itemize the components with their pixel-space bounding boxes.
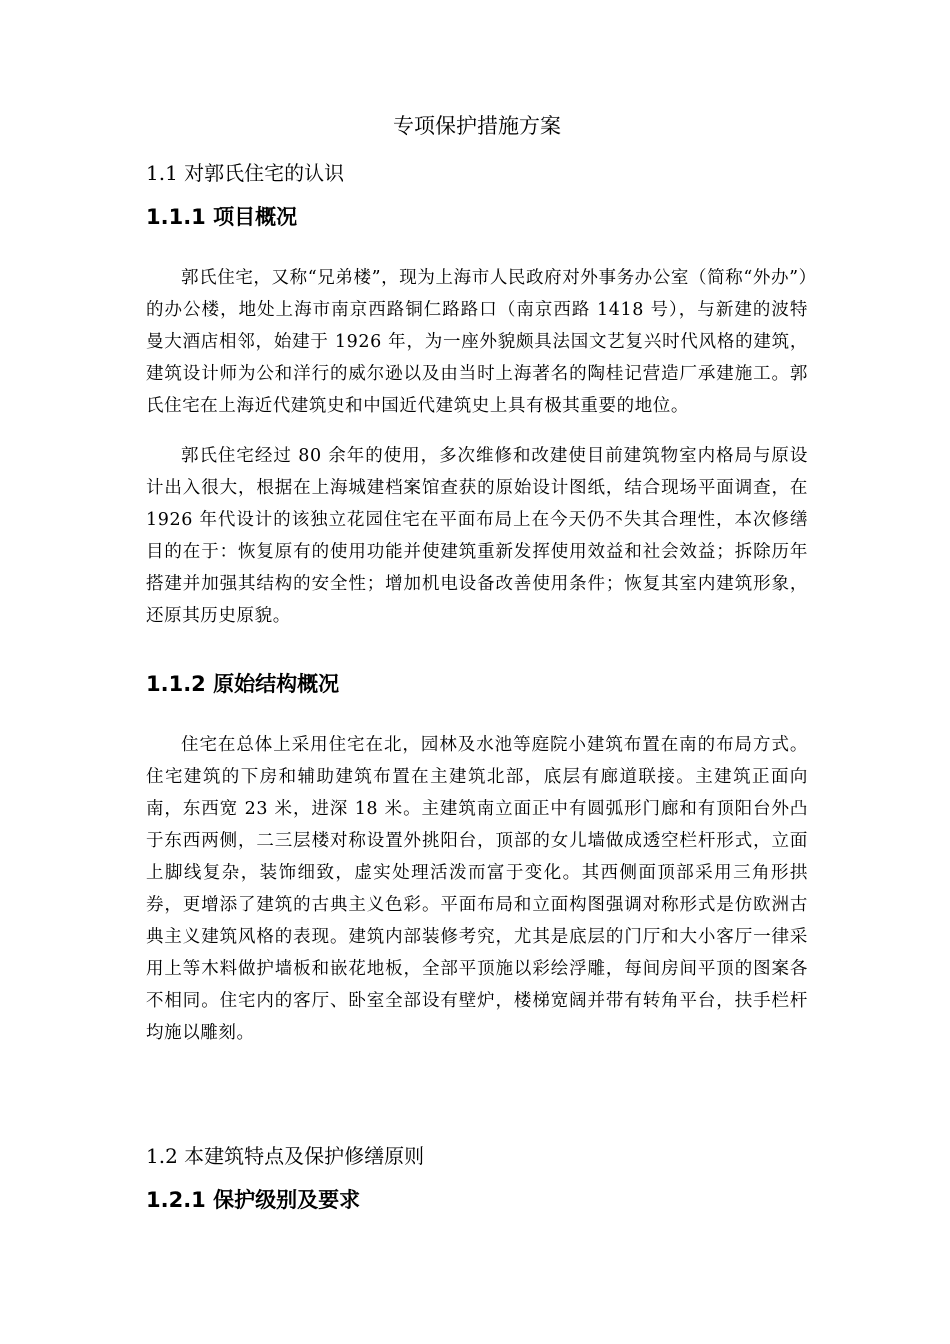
document-title: 专项保护措施方案 xyxy=(393,114,561,138)
section-heading-1-2: 1.2 本建筑特点及保护修缮原则 xyxy=(146,1144,425,1168)
section-heading-1-1: 1.1 对郭氏住宅的认识 xyxy=(146,161,345,185)
subsection-heading-1-1-2: 1.1.2 原始结构概况 xyxy=(146,672,340,696)
paragraph-project-overview-2: 郭氏住宅经过 80 余年的使用，多次维修和改建使目前建筑物室内格局与原设计出入很大，根据在上海城建档案馆查获的原始设计图纸，结合现场平面调查，在 1926 年代设计的该独立花园住宅在平面布局上在今天仍不失其合理性，本次修缮目的在于：恢复原有的使用功能并使建筑重新发挥使用效益和社会效益；拆除历年搭建并加强其结构的安全性；增加机电设备改善使用条件；恢复其室内建筑形象，还原其历史原貌。 xyxy=(146,446,808,626)
paragraph-structure-overview: 住宅在总体上采用住宅在北，园林及水池等庭院小建筑布置在南的布局方式。住宅建筑的下房和辅助建筑布置在主建筑北部，底层有廊道联接。主建筑正面向南，东西宽 23 米，进深 18 米。主建筑南立面正中有圆弧形门廊和有顶阳台外凸于东西两侧，二三层楼对称设置外挑阳台，顶部的女儿墙做成透空栏杆形式，立面上脚线复杂，装饰细致，虚实处理活泼而富于变化。其西侧面顶部采用三角形拱券，更增添了建筑的古典主义色彩。平面布局和立面构图强调对称形式是仿欧洲古典主义建筑风格的表现。建筑内部装修考究，尤其是底层的门厅和大小客厅一律采用上等木料做护墙板和嵌花地板，全部平顶施以彩绘浮雕，每间房间平顶的图案各不相同。住宅内的客厅、卧室全部设有壁炉，楼梯宽阔并带有转角平台，扶手栏杆均施以雕刻。 xyxy=(146,735,808,1043)
paragraph-project-overview-1: 郭氏住宅，又称“兄弟楼”，现为上海市人民政府对外事务办公室（简称“外办”）的办公楼，地处上海市南京西路铜仁路路口（南京西路 1418 号），与新建的波特曼大酒店相邻，始建于 1926 年，为一座外貌颇具法国文艺复兴时代风格的建筑，建筑设计师为公和洋行的威尔逊以及由当时上海著名的陶桂记营造厂承建施工。郭氏住宅在上海近代建筑史和中国近代建筑史上具有极其重要的地位。 xyxy=(146,268,808,416)
subsection-heading-1-1-1: 1.1.1 项目概况 xyxy=(146,205,298,229)
subsection-heading-1-2-1: 1.2.1 保护级别及要求 xyxy=(146,1188,361,1212)
